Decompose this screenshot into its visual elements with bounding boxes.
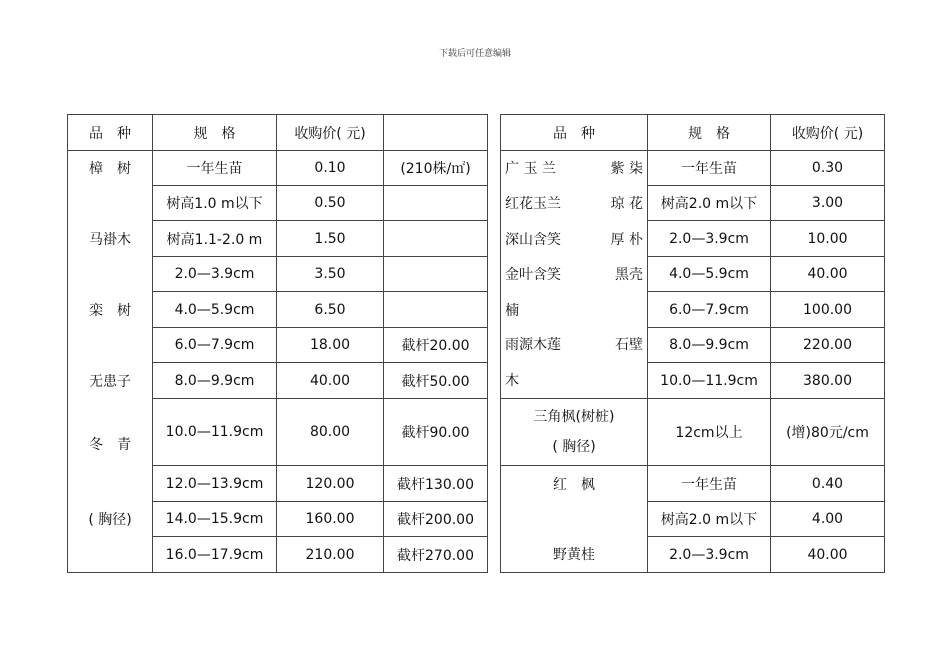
species-cell	[501, 292, 648, 328]
note-cell: 截杆20.00	[384, 328, 488, 363]
species-cell	[68, 363, 153, 399]
header-species: 品 种	[68, 115, 153, 151]
page-header: 下载后可任意编辑	[438, 49, 511, 59]
species-name: 紫 柒	[610, 161, 643, 178]
spec-cell: 6.0—7.9cm	[153, 328, 277, 363]
species-note: ( 胸径)	[552, 439, 596, 455]
table-row	[68, 466, 488, 502]
table-row	[68, 399, 488, 466]
species-name: 冬 青	[89, 436, 131, 453]
price-cell: 6.50	[277, 292, 384, 328]
note-cell: 截杆200.00	[384, 502, 488, 537]
table-row	[68, 257, 488, 292]
note-cell	[384, 221, 488, 257]
spec-cell: 12cm以上	[648, 399, 771, 466]
table-row	[501, 502, 885, 537]
table-row	[68, 328, 488, 363]
species-name: 栾 树	[89, 302, 131, 319]
table-row	[501, 151, 885, 186]
spec-cell: 4.0—5.9cm	[153, 292, 277, 328]
table-row	[501, 292, 885, 328]
note-cell: 截杆50.00	[384, 363, 488, 399]
price-cell: 100.00	[771, 292, 885, 328]
header-note	[384, 115, 488, 151]
table-row	[68, 502, 488, 537]
price-cell: 10.00	[771, 221, 885, 257]
price-cell: 3.50	[277, 257, 384, 292]
price-cell: 4.00	[771, 502, 885, 537]
species-name: 樟 树	[89, 161, 131, 178]
species-cell	[68, 399, 153, 466]
species-name: 石壁	[615, 336, 643, 353]
table-row	[501, 399, 885, 466]
spec-cell: 8.0—9.9cm	[648, 328, 771, 363]
price-cell: 220.00	[771, 328, 885, 363]
price-cell: 380.00	[771, 363, 885, 399]
species-cell	[501, 537, 648, 573]
table-row	[501, 328, 885, 363]
spec-cell: 树高1.1-2.0 m	[153, 221, 277, 257]
table-row	[68, 292, 488, 328]
species-name: 木	[505, 373, 519, 390]
price-cell: 80.00	[277, 399, 384, 466]
species-cell	[501, 257, 648, 292]
price-table-right	[500, 114, 885, 573]
header-spec: 规 格	[648, 115, 771, 151]
spec-cell: 一年生苗	[153, 151, 277, 186]
species-cell	[501, 186, 648, 221]
header-price: 收购价( 元)	[771, 115, 885, 151]
table-row	[501, 221, 885, 257]
header-species: 品 种	[501, 115, 648, 151]
species-name: 野黄桂	[553, 547, 595, 564]
note-cell	[384, 257, 488, 292]
species-cell	[68, 186, 153, 221]
header-price: 收购价( 元)	[277, 115, 384, 151]
spec-cell: 10.0—11.9cm	[153, 399, 277, 466]
price-cell: 0.40	[771, 466, 885, 502]
species-cell	[501, 502, 648, 537]
species-name: 琼 花	[610, 196, 643, 212]
table-row	[501, 257, 885, 292]
price-cell: 18.00	[277, 328, 384, 363]
price-cell: 0.10	[277, 151, 384, 186]
spec-cell: 8.0—9.9cm	[153, 363, 277, 399]
spec-cell: 2.0—3.9cm	[648, 537, 771, 573]
species-cell	[501, 151, 648, 186]
table-header-row	[68, 115, 488, 151]
note-cell: (210株/㎡)	[384, 151, 488, 186]
table-row	[68, 363, 488, 399]
spec-cell: 树高2.0 m以下	[648, 502, 771, 537]
species-cell	[68, 257, 153, 292]
table-row	[501, 466, 885, 502]
species-cell	[68, 292, 153, 328]
species-name: 金叶含笑	[505, 267, 561, 283]
price-cell: 40.00	[277, 363, 384, 399]
price-cell: 120.00	[277, 466, 384, 502]
spec-cell: 树高2.0 m以下	[648, 186, 771, 221]
spec-cell: 16.0—17.9cm	[153, 537, 277, 573]
species-cell	[68, 537, 153, 573]
price-cell: 40.00	[771, 257, 885, 292]
price-cell: 1.50	[277, 221, 384, 257]
price-cell: (增)80元/cm	[771, 399, 885, 466]
species-name: 厚 朴	[610, 231, 643, 248]
spec-cell: 12.0—13.9cm	[153, 466, 277, 502]
table-row	[68, 537, 488, 573]
table-row	[501, 537, 885, 573]
species-name: 无患子	[89, 373, 131, 390]
note-cell: 截杆90.00	[384, 399, 488, 466]
species-cell	[501, 399, 648, 466]
species-name: 红 枫	[553, 476, 595, 493]
price-cell: 210.00	[277, 537, 384, 573]
header-spec: 规 格	[153, 115, 277, 151]
price-cell: 40.00	[771, 537, 885, 573]
species-name: 楠	[505, 302, 519, 319]
species-name: 红花玉兰	[505, 196, 561, 212]
species-cell	[501, 328, 648, 363]
table-header-row	[501, 115, 885, 151]
table-row	[501, 363, 885, 399]
note-cell: 截杆270.00	[384, 537, 488, 573]
table-row	[68, 151, 488, 186]
species-name: 广 玉 兰	[505, 161, 556, 178]
note-cell: 截杆130.00	[384, 466, 488, 502]
species-cell	[68, 466, 153, 502]
table-row	[68, 221, 488, 257]
species-cell	[501, 221, 648, 257]
species-name: 雨源木莲	[505, 336, 561, 353]
species-cell	[501, 363, 648, 399]
species-name: 马褂木	[89, 231, 131, 248]
price-cell: 0.30	[771, 151, 885, 186]
spec-cell: 树高1.0 m以下	[153, 186, 277, 221]
spec-cell: 2.0—3.9cm	[153, 257, 277, 292]
species-name: 黑壳	[615, 267, 643, 283]
spec-cell: 2.0—3.9cm	[648, 221, 771, 257]
species-cell	[68, 151, 153, 186]
spec-cell: 14.0—15.9cm	[153, 502, 277, 537]
note-cell	[384, 292, 488, 328]
price-cell: 160.00	[277, 502, 384, 537]
table-row	[68, 186, 488, 221]
spec-cell: 10.0—11.9cm	[648, 363, 771, 399]
spec-cell: 6.0—7.9cm	[648, 292, 771, 328]
species-cell	[68, 328, 153, 363]
price-cell: 0.50	[277, 186, 384, 221]
species-name: ( 胸径)	[88, 512, 132, 528]
price-table-left	[67, 114, 488, 573]
table-row	[501, 186, 885, 221]
price-cell: 3.00	[771, 186, 885, 221]
spec-cell: 一年生苗	[648, 466, 771, 502]
spec-cell: 4.0—5.9cm	[648, 257, 771, 292]
species-name: 深山含笑	[505, 231, 561, 248]
species-cell	[68, 221, 153, 257]
species-cell	[68, 502, 153, 537]
note-cell	[384, 186, 488, 221]
species-name: 三角枫(树桩)	[533, 409, 615, 425]
species-cell	[501, 466, 648, 502]
spec-cell: 一年生苗	[648, 151, 771, 186]
